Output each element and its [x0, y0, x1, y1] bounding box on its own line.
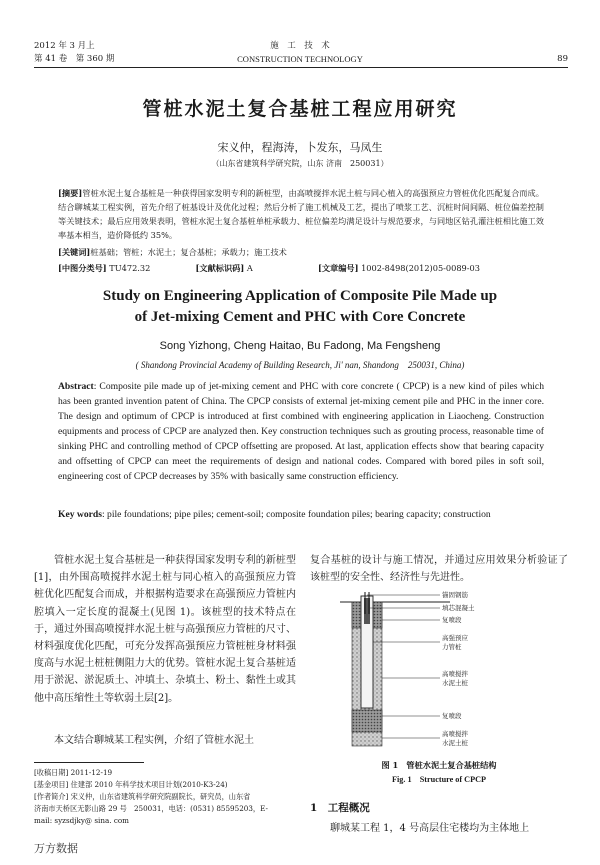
body-right-paragraph: 复合基桩的设计与施工情况，并通过应用效果分析验证了该桩型的安全性、经济性与先进性。: [310, 555, 568, 584]
paper-title-en-line1: Study on Engineering Application of Composite Pile Made up: [102, 288, 498, 304]
label-fill-concrete: 填芯混凝土: [442, 604, 475, 612]
page-number: 89: [557, 54, 568, 64]
label-bottom-pile-line1: 高喷搅拌: [442, 730, 468, 738]
clc-label: [中图分类号]: [58, 263, 107, 273]
keywords-en-text: pile foundations; pipe piles; cement-soil; composite foundation piles; bearing capacity; construction: [107, 509, 491, 520]
article-number-value: 1002-8498(2012)05-0089-03: [361, 263, 480, 273]
classification-line: [58, 262, 544, 274]
keywords-en: Key words: pile foundations; pipe piles; cement-soil; composite foundation piles; bearing capacity; construction: [58, 509, 491, 520]
footnote-author-line3: mail: syzsdjky@ sina. com: [34, 816, 129, 825]
paper-title-en-line2: of Jet-mixing Cement and PHC with Core Concrete: [134, 309, 466, 325]
authors-cn: 宋义仲，程海涛，卜发东，马凤生: [217, 141, 383, 154]
figure-caption-cn: 图 1 管桩水泥土复合基桩结构: [381, 760, 497, 770]
journal-title-en: CONSTRUCTION TECHNOLOGY: [237, 54, 363, 64]
label-phc-line2: 力管桩: [442, 643, 462, 651]
footnote-received: [收稿日期] 2011-12-19: [34, 768, 113, 777]
section-heading-1: 1 工程概况: [310, 802, 370, 814]
volume-number: 第 41 卷 第 360 期: [34, 54, 115, 64]
abstract-en-text: Composite pile made up of jet-mixing cement and PHC with core concrete ( CPCP) is a new kind of piles which has been granted invention patent of China. The CPCP consists of external jet-mixing cement pile and PHC in the inner core. The design and optimum of CPCP is introduced at first combined with engineering application in Liaocheng. Construction equipments and process of CPCP are analyzed then. Key construction techniques such as grouting process, reasonable time of sinking PHC and controlling method of CPCP offsetting are proposed. At last, application effects show that bearing capacity and offsetting of CPCP can meet the requirements of design and national codes. Compared with bored piles in soft soil, engineering cost of CPCP decreases by 35% with basically same construction efficiency.: [58, 381, 544, 482]
abstract-en: Abstract: Composite pile made up of jet-mixing cement and PHC with core concrete ( CPCP) is a new kind of piles which has been granted invention patent of China. The CPCP consists of external jet-mixing cement pile and PHC in the inner core. The design and optimum of CPCP is introduced at first combined with engineering application in Liaocheng. Construction equipments and process of CPCP are analyzed then. Key construction techniques such as grouting process, reasonable time of sinking PHC and controlling method of CPCP offsetting are proposed. At last, application effects show that bearing capacity and offsetting of CPCP can meet the requirements of design and national codes. Compared with bored piles in soft soil, engineering cost of CPCP decreases by 35% with basically same construction efficiency.: [58, 381, 544, 482]
figure-caption-en: Fig. 1 Structure of CPCP: [392, 775, 486, 784]
section-1-text: 聊城某工程 1，4 号高层住宅楼均为主体地上: [330, 823, 530, 834]
abstract-cn-text: 管桩水泥土复合基桩是一种获得国家发明专利的新桩型，由高喷搅拌水泥土桩与同心植入的高强预应力管桩优化匹配复合而成。结合聊城某工程实例，首先介绍了桩基设计及优化过程；然后分析了施工机械及工艺，提出了喷浆工艺、沉桩时间间隔、桩位偏差控制等关键技术；最后应用效果表明，管桩水泥土复合基桩单桩承载力、桩位偏差均满足设计与规范要求，与同地区钻孔灌注桩相比施工效率基本相当，造价降低约 35%。: [58, 188, 544, 240]
footnote-author-line1: [作者简介] 宋义仲，山东省建筑科学研究院副院长，研究员，山东省: [34, 792, 251, 801]
body-paragraph-1: 管桩水泥土复合基桩是一种获得国家发明专利的新桩型[1]，由外围高喷搅拌水泥土桩与同心植入的高强预应力管桩优化匹配复合而成，并根据构造要求在高强预应力管桩内腔填入一定长度的混凝土(见图 1)。该桩型的技术特点在于，通过外围高喷搅拌水泥土桩与高强预应力管桩的尺寸、材料强度优化匹配，可充分发挥高强预应力管桩桩身材料强度高与水泥土桩桩侧阻力大的优势。管桩水泥土复合基桩适用于淤泥、淤泥质土、冲填土、杂填土、粉土、黏性土或其他中高压缩性土等软弱土层[2]。: [34, 555, 296, 704]
article-number-label: [文章编号]: [317, 263, 359, 273]
label-phc-line1: 高强预应: [442, 634, 468, 642]
doc-code-value: A: [246, 263, 253, 273]
journal-title-cn: 施 工 技 术: [270, 41, 330, 51]
label-anchor-bars: 锚固钢筋: [442, 591, 468, 599]
label-bottom-pile-line2: 水泥土桩: [442, 739, 468, 747]
figure-1: [340, 592, 540, 750]
footnote-author-line2: 济南市天桥区无影山路 29 号 250031，电话：(0531) 85595203，E-: [34, 804, 268, 813]
label-jet-pile-line2: 水泥土桩: [442, 679, 468, 687]
watermark: 万方数据: [34, 842, 78, 855]
body-paragraph-2: 本文结合聊城某工程实例，介绍了管桩水泥土: [54, 735, 254, 746]
footnote: [34, 767, 296, 827]
pile-structure-diagram: [340, 592, 540, 750]
keywords-cn-text: 桩基础；管桩；水泥土；复合基桩；承载力；施工技术: [90, 247, 287, 257]
issue-date: 2012 年 3 月上: [34, 41, 95, 51]
paper-title-cn: 管桩水泥土复合基桩工程应用研究: [142, 98, 458, 120]
keywords-cn: [58, 245, 544, 259]
abstract-en-label: Abstract: [58, 381, 94, 392]
label-jet-pile-line1: 高喷搅拌: [442, 670, 468, 678]
label-regrouting-bottom: 复喷段: [442, 712, 462, 720]
header-rule: [34, 67, 568, 68]
affiliation-en: ( Shandong Provincial Academy of Building Research, Ji' nan, Shandong 250031, China): [135, 360, 465, 370]
footnote-fund: [基金项目] 住建部 2010 年科学技术项目计划(2010-K3-24): [34, 780, 228, 789]
keywords-en-label: Key words: [58, 509, 102, 520]
footnote-rule: [34, 762, 144, 763]
authors-en: Song Yizhong, Cheng Haitao, Bu Fadong, Ma Fengsheng: [159, 340, 441, 352]
regrouting-zone-bottom: [352, 710, 382, 732]
keywords-cn-label: [关键词]: [58, 247, 91, 257]
doc-code-label: [文献标识码]: [195, 263, 245, 273]
affiliation-cn: （山东省建筑科学研究院，山东 济南 250031）: [211, 159, 389, 168]
clc-value: TU472.32: [109, 263, 151, 273]
label-regrouting-top: 复喷段: [442, 616, 462, 624]
abstract-cn: [58, 186, 544, 242]
abstract-cn-label: [摘要]: [58, 188, 83, 198]
